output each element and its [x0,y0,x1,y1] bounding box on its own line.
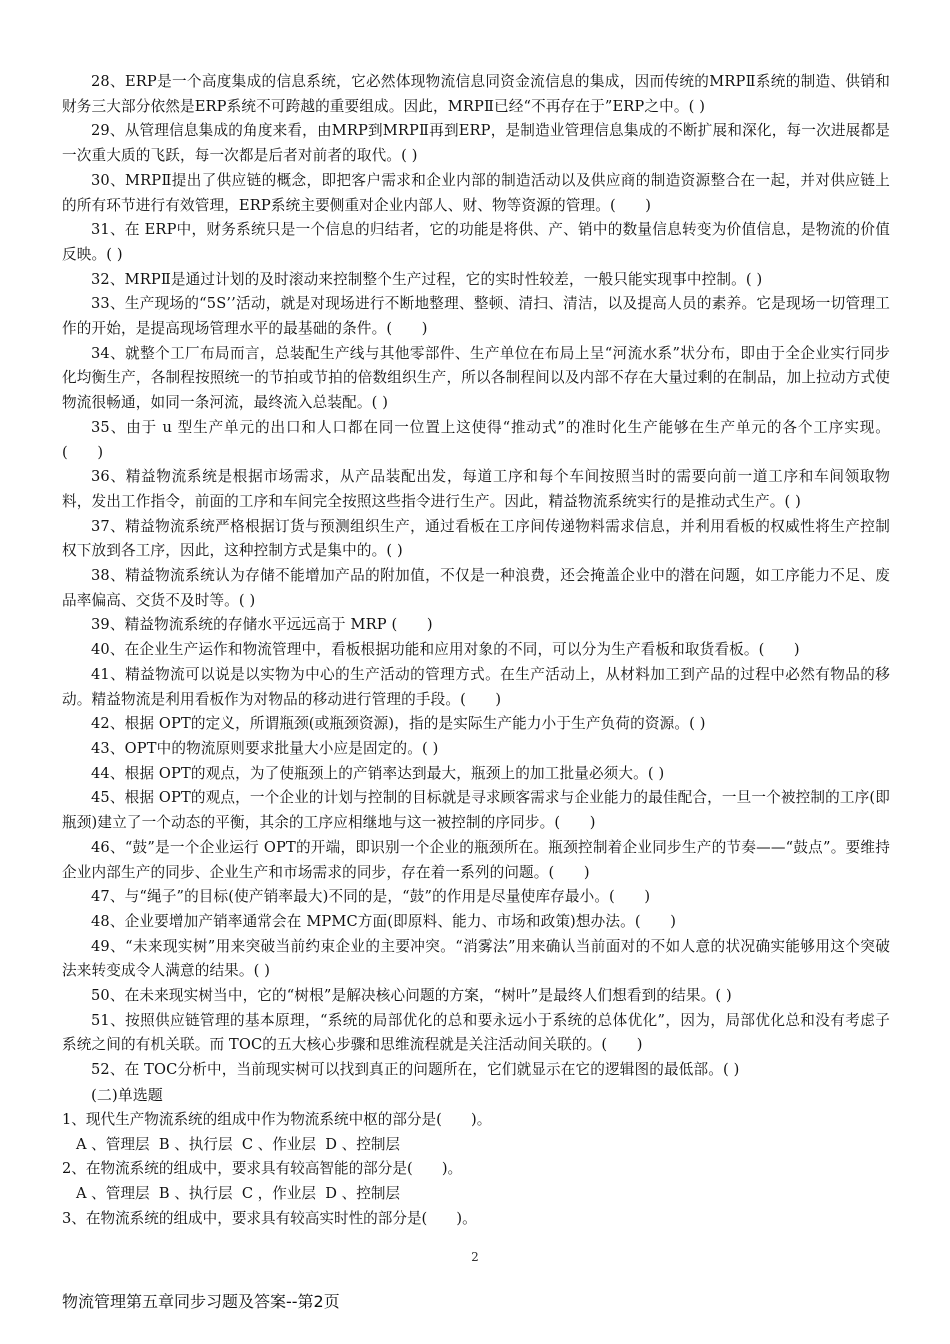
mc-list [62,1108,890,1232]
judgement-item-35: 35、由于 u 型生产单元的出口和人口都在同一位置上这使得“推动式”的准时化生产能够在生产单元的各个工序实现。( ) [62,418,890,461]
section-title: (二)单选题 [91,1085,163,1104]
judgement-item-51: 51、按照供应链管理的基本原理，“系统的局部优化的总和要永远小于系统的总体优化”，因为，局部优化总和没有考虑子系统之间的有机关联。而 TOC的五大核心步骤和思维流程就是关注活动间关联的。( ) [62,1011,890,1054]
judgement-item-39: 39、精益物流系统的存储水平远远高于 MRP ( ) [91,616,433,634]
judgement-item-40: 40、在企业生产运作和物流管理中，看板根据功能和应用对象的不同，可以分为生产看板和取货看板。( ) [91,641,800,659]
judgement-item-50: 50、在未来现实树当中，它的“树根”是解决核心问题的方案，“树叶”是最终人们想看到的结果。( ) [91,987,732,1005]
mc-options-2: A 、管理层 B 、执行层 C ，作业层 D 、控制层 [76,1184,401,1202]
judgement-item-38: 38、精益物流系统认为存储不能增加产品的附加值，不仅是一种浪费，还会掩盖企业中的潜在问题，如工序能力不足、废品率偏高、交货不及时等。( ) [62,567,890,609]
judgement-item-30: 30、MRPⅡ提出了供应链的概念，即把客户需求和企业内部的制造活动以及供应商的制造资源整合在一起，并对供应链上的所有环节进行有效管理，ERP系统主要侧重对企业内部人、财、物等资源的管理。( ) [62,171,890,214]
judgement-list [62,70,890,1083]
judgement-item-46: 46、“鼓”是一个企业运行 OPT的开端，即识别一个企业的瓶颈所在。瓶颈控制着企业同步生产的节奏——“鼓点”。要维持企业内部生产的同步、企业生产和市场需求的同步，存在着一系列的问题。( ) [62,838,890,881]
judgement-item-34: 34、就整个工厂布局而言，总装配生产线与其他零部件、生产单位在布局上呈“河流水系”状分布，即由于全企业实行同步化均衡生产，各制程按照统一的节拍或节拍的倍数组织生产，所以各制程间以及内部不存在大量过剩的在制品，加上拉动方式使物流很畅通，如同一条河流，最终流入总装配。( ) [62,344,890,412]
judgement-item-29: 29、从管理信息集成的角度来看，由MRP到MRPⅡ再到ERP，是制造业管理信息集成的不断扩展和深化，每一次进展都是一次重大质的飞跃，每一次都是后者对前者的取代。( ) [62,122,890,165]
mc-options-1: A 、管理层 B 、执行层 C 、作业层 D 、控制层 [76,1135,401,1153]
mc-question-3: 3、在物流系统的组成中，要求具有较高实时性的部分是( )。 [62,1209,477,1227]
judgement-item-49: 49、“未来现实树”用来突破当前约束企业的主要冲突。“消雾法”用来确认当前面对的不如人意的状况确实能够用这个突破法来转变成令人满意的结果。( ) [62,937,890,980]
judgement-item-48: 48、企业要增加产销率通常会在 MPMC方面(即原料、能力、市场和政策)想办法。( ) [91,912,677,930]
judgement-item-47: 47、与“绳子”的目标(使产销率最大)不同的是，“鼓”的作用是尽量使库存最小。( ) [91,888,651,906]
page-body [62,70,890,1231]
mc-question-1: 1、现代生产物流系统的组成中作为物流系统中枢的部分是( )。 [62,1110,492,1128]
judgement-item-41: 41、精益物流可以说是以实物为中心的生产活动的管理方式。在生产活动上，从材料加工到产品的过程中必然有物品的移动。精益物流是利用看板作为对物品的移动进行管理的手段。( ) [62,665,890,708]
footer-text: 物流管理第五章同步习题及答案--第2页 [62,1292,340,1311]
mc-question-2: 2、在物流系统的组成中，要求具有较高智能的部分是( )。 [62,1160,463,1178]
judgement-item-32: 32、MRPⅡ是通过计划的及时滚动来控制整个生产过程，它的实时性较差，一般只能实现事中控制。( ) [91,270,763,288]
judgement-item-36: 36、精益物流系统是根据市场需求，从产品装配出发，每道工序和每个车间按照当时的需要向前一道工序和车间领取物料，发出工作指令，前面的工序和车间完全按照这些指令进行生产。因此，精益物流系统实行的是推动式生产。( ) [62,468,890,510]
judgement-item-52: 52、在 TOC分析中，当前现实树可以找到真正的问题所在，它们就显示在它的逻辑图的最低部。( ) [91,1061,740,1079]
judgement-item-37: 37、精益物流系统严格根据订货与预测组织生产，通过看板在工序间传递物料需求信息，并利用看板的权威性将生产控制权下放到各工序，因此，这种控制方式是集中的。( ) [62,517,890,560]
judgement-item-42: 42、根据 OPT的定义，所谓瓶颈(或瓶颈资源)，指的是实际生产能力小于生产负荷的资源。( ) [91,715,706,733]
page-number: 2 [471,1250,479,1264]
judgement-item-43: 43、OPT中的物流原则要求批量大小应是固定的。( ) [91,739,439,757]
judgement-item-28: 28、ERP是一个高度集成的信息系统，它必然体现物流信息同资金流信息的集成，因而传统的MRPⅡ系统的制造、供销和财务三大部分依然是ERP系统不可跨越的重要组成。因此，MRPⅡ已经“不再存在于”ERP之中。( ) [62,73,890,115]
judgement-item-44: 44、根据 OPT的观点，为了使瓶颈上的产销率达到最大，瓶颈上的加工批量必须大。( ) [91,764,665,782]
judgement-item-45: 45、根据 OPT的观点，一个企业的计划与控制的目标就是寻求顾客需求与企业能力的最佳配合，一旦一个被控制的工序(即瓶颈)建立了一个动态的平衡，其余的工序应相继地与这一被控制的序同步。( ) [62,789,890,832]
judgement-item-31: 31、在 ERP中，财务系统只是一个信息的归结者，它的功能是将供、产、销中的数量信息转变为价值信息，是物流的价值反映。( ) [62,221,890,263]
judgement-item-33: 33、生产现场的“5S’’活动，就是对现场进行不断地整理、整顿、清扫、清洁，以及提高人员的素养。它是现场一切管理工作的开始，是提高现场管理水平的最基础的条件。( ) [62,295,890,338]
